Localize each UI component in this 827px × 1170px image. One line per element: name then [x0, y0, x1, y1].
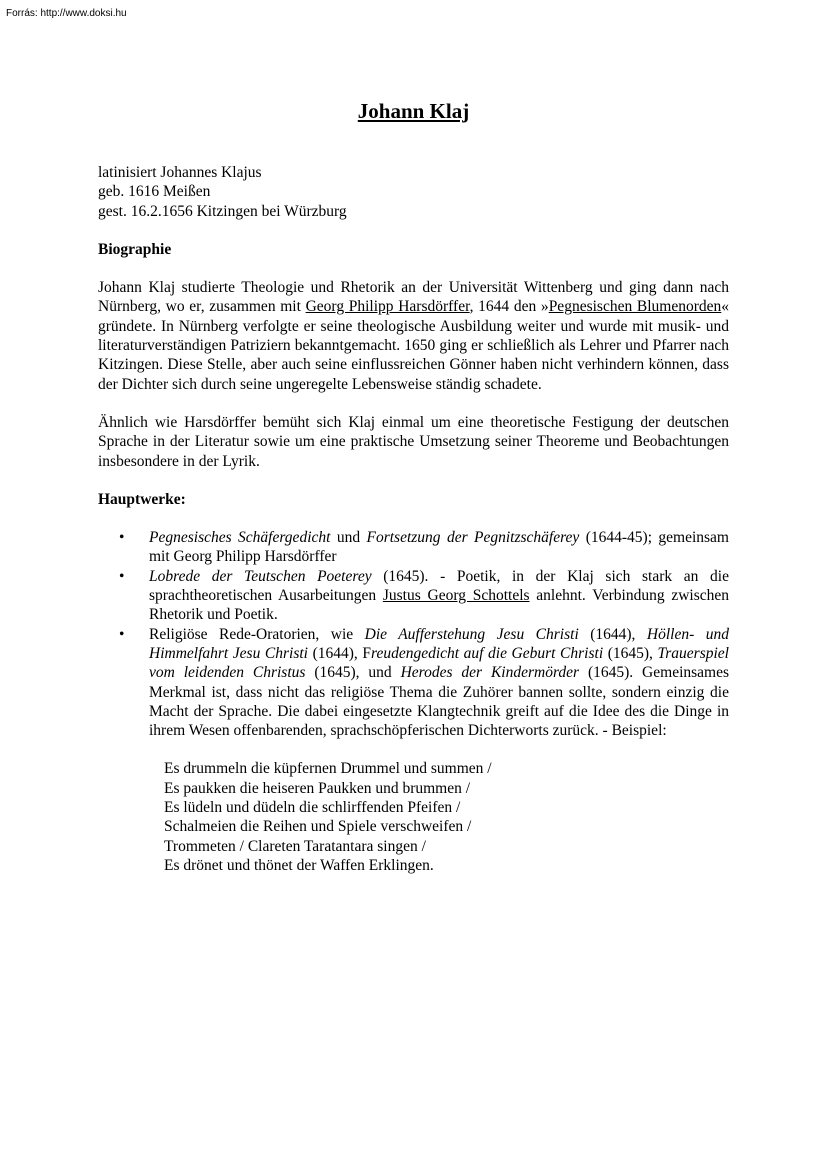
page-title: Johann Klaj — [357, 99, 470, 123]
document-body — [98, 163, 729, 875]
biography-paragraph-1: Johann Klaj studierte Theologie und Rhetorik an der Universität Wittenberg und ging dann nach Nürnberg, wo er, zusammen mit Georg Philipp Harsdörffer, 1644 den »Pegnesischen Blumenorden« gründete. In Nürnberg verfolgte er seine theologische Ausbildung weiter und wurde mit musik- und literaturverständigen Patriziern bekanntgemacht. 1650 ging er schließlich als Lehrer und Pfarrer nach Kitzingen. Diese Stelle, aber auch seine einflussreichen Gönner haben nicht verhindern können, dass der Dichter sich durch seine ungeregelte Lebensweise ständig schadete. — [98, 279, 730, 393]
meta-death: gest. 16.2.1656 Kitzingen bei Würzburg — [98, 202, 347, 220]
meta-latin-name: latinisiert Johannes Klajus — [98, 164, 262, 181]
list-item: • Religiöse Rede-Oratorien, wie Die Aufferstehung Jesu Christi (1644), Höllen- und Himmelfahrt Jesu Christi (1644), Freudengedicht auf die Geburt Christi (1645), Trauerspiel vom leidenden Christus (1645), und Herodes der Kindermörder (1645). Gemeinsames Merkmal ist, dass nicht das religiöse Thema die Zuhörer bannen sollte, sondern einzig die Macht der Sprache. Die dabei eingesetzte Klangtechnik greift auf die Idee des die Dinge in ihrem Wesen offenbarenden, sprachschöpferischen Dichterworts zurück. - Beispiel: — [119, 625, 730, 740]
poem-line: Es paukken die heiseren Paukken und brummen / — [164, 779, 471, 797]
harsdoerffer-link[interactable]: Georg Philipp Harsdörffer — [305, 298, 470, 316]
poem-example — [98, 759, 729, 875]
meta-block — [98, 163, 729, 221]
biography-heading: Biographie — [98, 240, 172, 258]
biography-paragraph-2: Ähnlich wie Harsdörffer bemüht sich Klaj einmal um eine theoretische Festigung der deutschen Sprache in der Literatur sowie um eine praktische Umsetzung seiner Theoreme und Beobachtungen insbesondere in der Lyrik. — [98, 413, 729, 470]
meta-birth: geb. 1616 Meißen — [98, 183, 211, 201]
bullet-icon: • — [119, 567, 125, 585]
poem-line: Es drummeln die küpfernen Drummel und summen / — [164, 760, 492, 778]
bullet-icon: • — [119, 625, 125, 643]
poem-line: Es drönet und thönet der Waffen Erklingen. — [164, 856, 434, 874]
works-list — [98, 528, 729, 740]
list-item: • Lobrede der Teutschen Poeterey (1645). - Poetik, in der Klaj sich stark an die sprachtheoretischen Ausarbeitungen Justus Georg Schottels anlehnt. Verbindung zwischen Rhetorik und Poetik. — [119, 567, 729, 624]
blumenorden-link[interactable]: Pegnesischen Blumenorden — [548, 298, 722, 316]
poem-line: Schalmeien die Reihen und Spiele verschweifen / — [164, 818, 472, 836]
schottel-link[interactable]: Justus Georg Schottels — [382, 587, 530, 605]
source-watermark: Forrás: http://www.doksi.hu — [6, 8, 127, 19]
poem-line: Trommeten / Clareten Taratantara singen / — [164, 837, 426, 855]
poem-line: Es lüdeln und düdeln die schlirffenden Pfeifen / — [164, 799, 461, 817]
works-heading: Hauptwerke: — [98, 490, 186, 508]
list-item: • Pegnesisches Schäfergedicht und Fortsetzung der Pegnitzschäferey (1644-45); gemeinsam mit Georg Philipp Harsdörffer — [119, 529, 729, 566]
bullet-icon: • — [119, 529, 125, 547]
